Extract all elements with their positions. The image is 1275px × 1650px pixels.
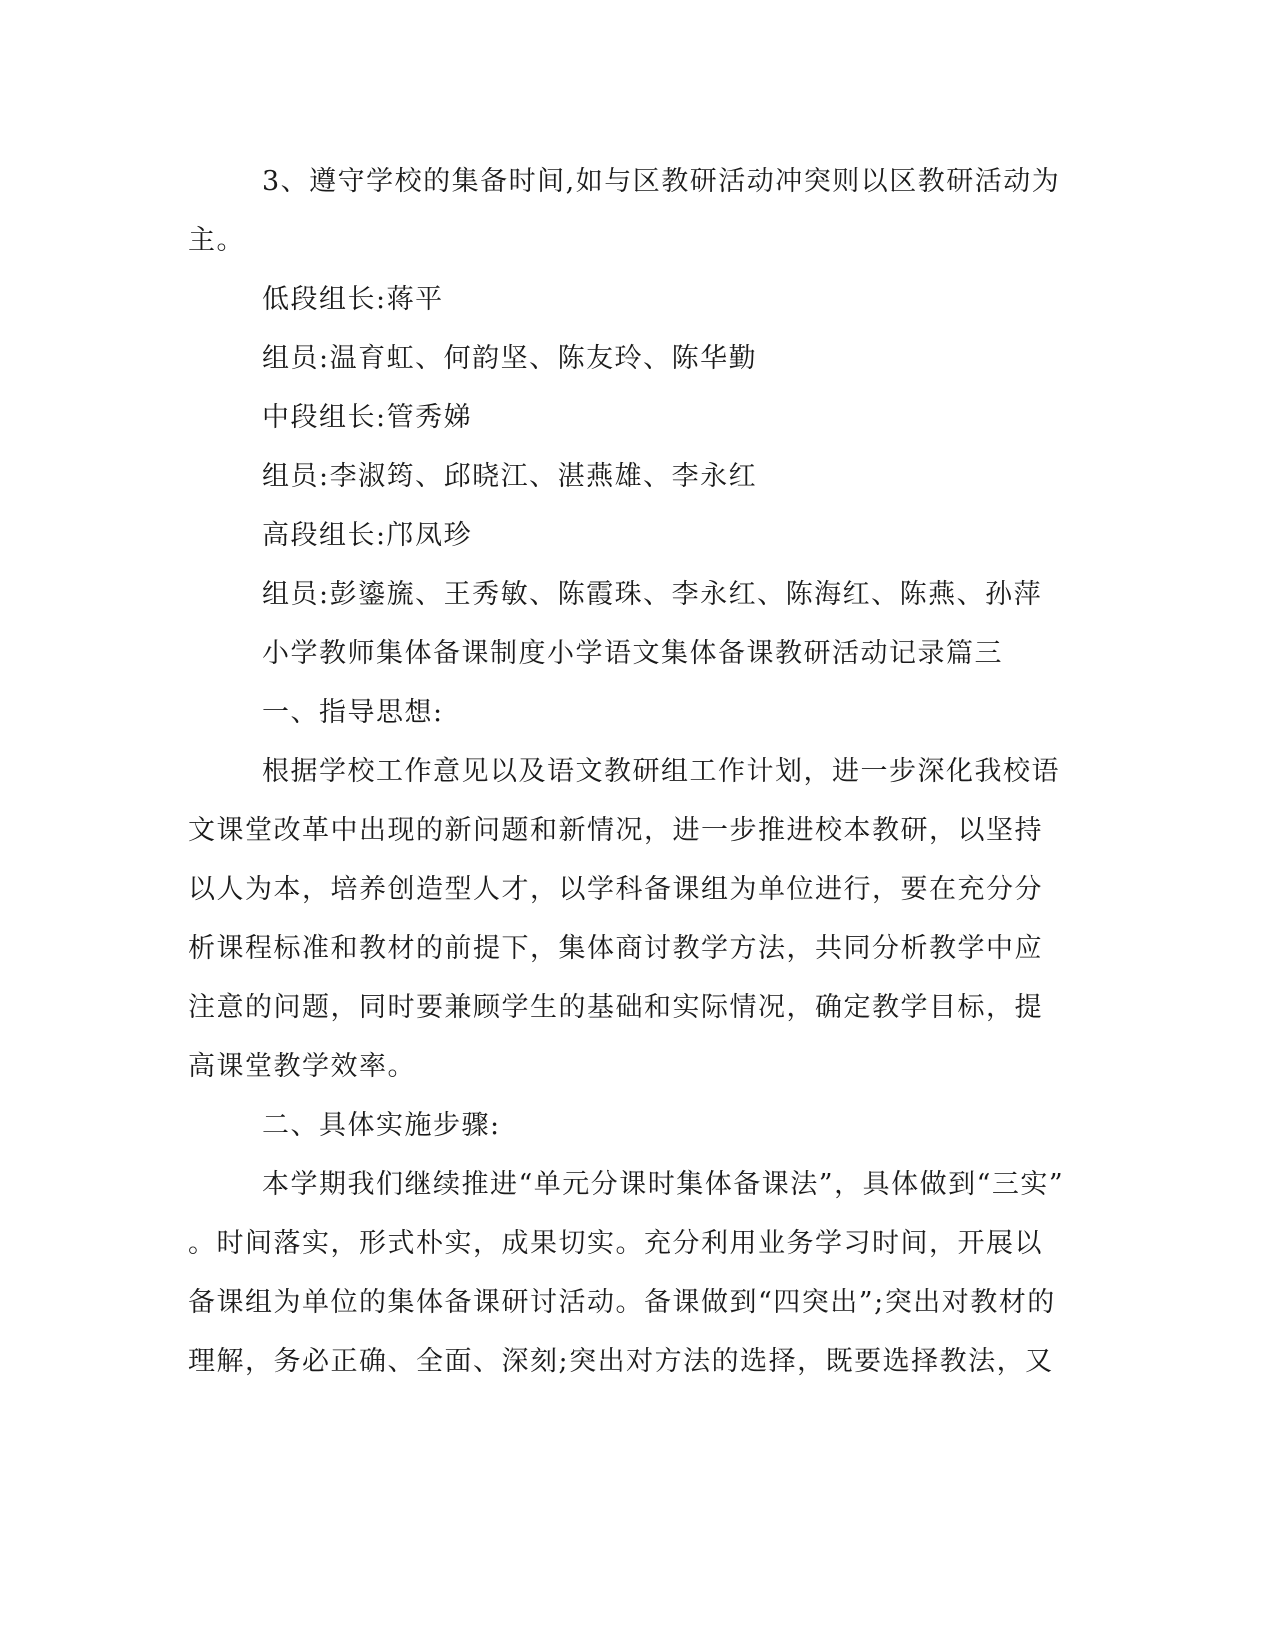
- team-members-line: 组员:彭鎏旒、王秀敏、陈霞珠、李永红、陈海红、陈燕、孙萍: [262, 579, 1043, 610]
- paragraph-line: 以人为本，培养创造型人才，以学科备课组为单位进行，要在充分分: [188, 874, 1043, 905]
- paragraph-line: 3、遵守学校的集备时间,如与区教研活动冲突则以区教研活动为: [262, 166, 1061, 197]
- paragraph-line: 理解，务必正确、全面、深刻;突出对方法的选择，既要选择教法，又: [188, 1346, 1054, 1377]
- heading-implementation-steps: 二、具体实施步骤:: [262, 1110, 501, 1141]
- paragraph-line: 备课组为单位的集体备课研讨活动。备课做到“四突出”;突出对教材的: [188, 1287, 1056, 1318]
- paragraph-line: 注意的问题，同时要兼顾学生的基础和实际情况，确定教学目标，提: [188, 992, 1043, 1023]
- paragraph-line: 析课程标准和教材的前提下，集体商讨教学方法，共同分析教学中应: [188, 933, 1043, 964]
- paragraph-line: 文课堂改革中出现的新问题和新情况，进一步推进校本教研，以坚持: [188, 815, 1043, 846]
- team-leader-line: 中段组长:管秀娣: [262, 402, 473, 433]
- paragraph-line: 主。: [188, 225, 245, 256]
- paragraph-line: 根据学校工作意见以及语文教研组工作计划，进一步深化我校语: [262, 756, 1060, 787]
- paragraph-line: 。时间落实，形式朴实，成果切实。充分利用业务学习时间，开展以: [188, 1228, 1043, 1259]
- paragraph-line: 高课堂教学效率。: [188, 1051, 416, 1082]
- team-members-line: 组员:温育虹、何韵坚、陈友玲、陈华勤: [262, 343, 758, 374]
- team-members-line: 组员:李淑筠、邱晓江、湛燕雄、李永红: [262, 461, 758, 492]
- team-leader-line: 低段组长:蒋平: [262, 284, 444, 315]
- section-title: 小学教师集体备课制度小学语文集体备课教研活动记录篇三: [262, 638, 1003, 669]
- paragraph-line: 本学期我们继续推进“单元分课时集体备课法”，具体做到“三实”: [262, 1169, 1065, 1200]
- team-leader-line: 高段组长:邝凤珍: [262, 520, 473, 551]
- heading-guiding-thought: 一、指导思想:: [262, 697, 444, 728]
